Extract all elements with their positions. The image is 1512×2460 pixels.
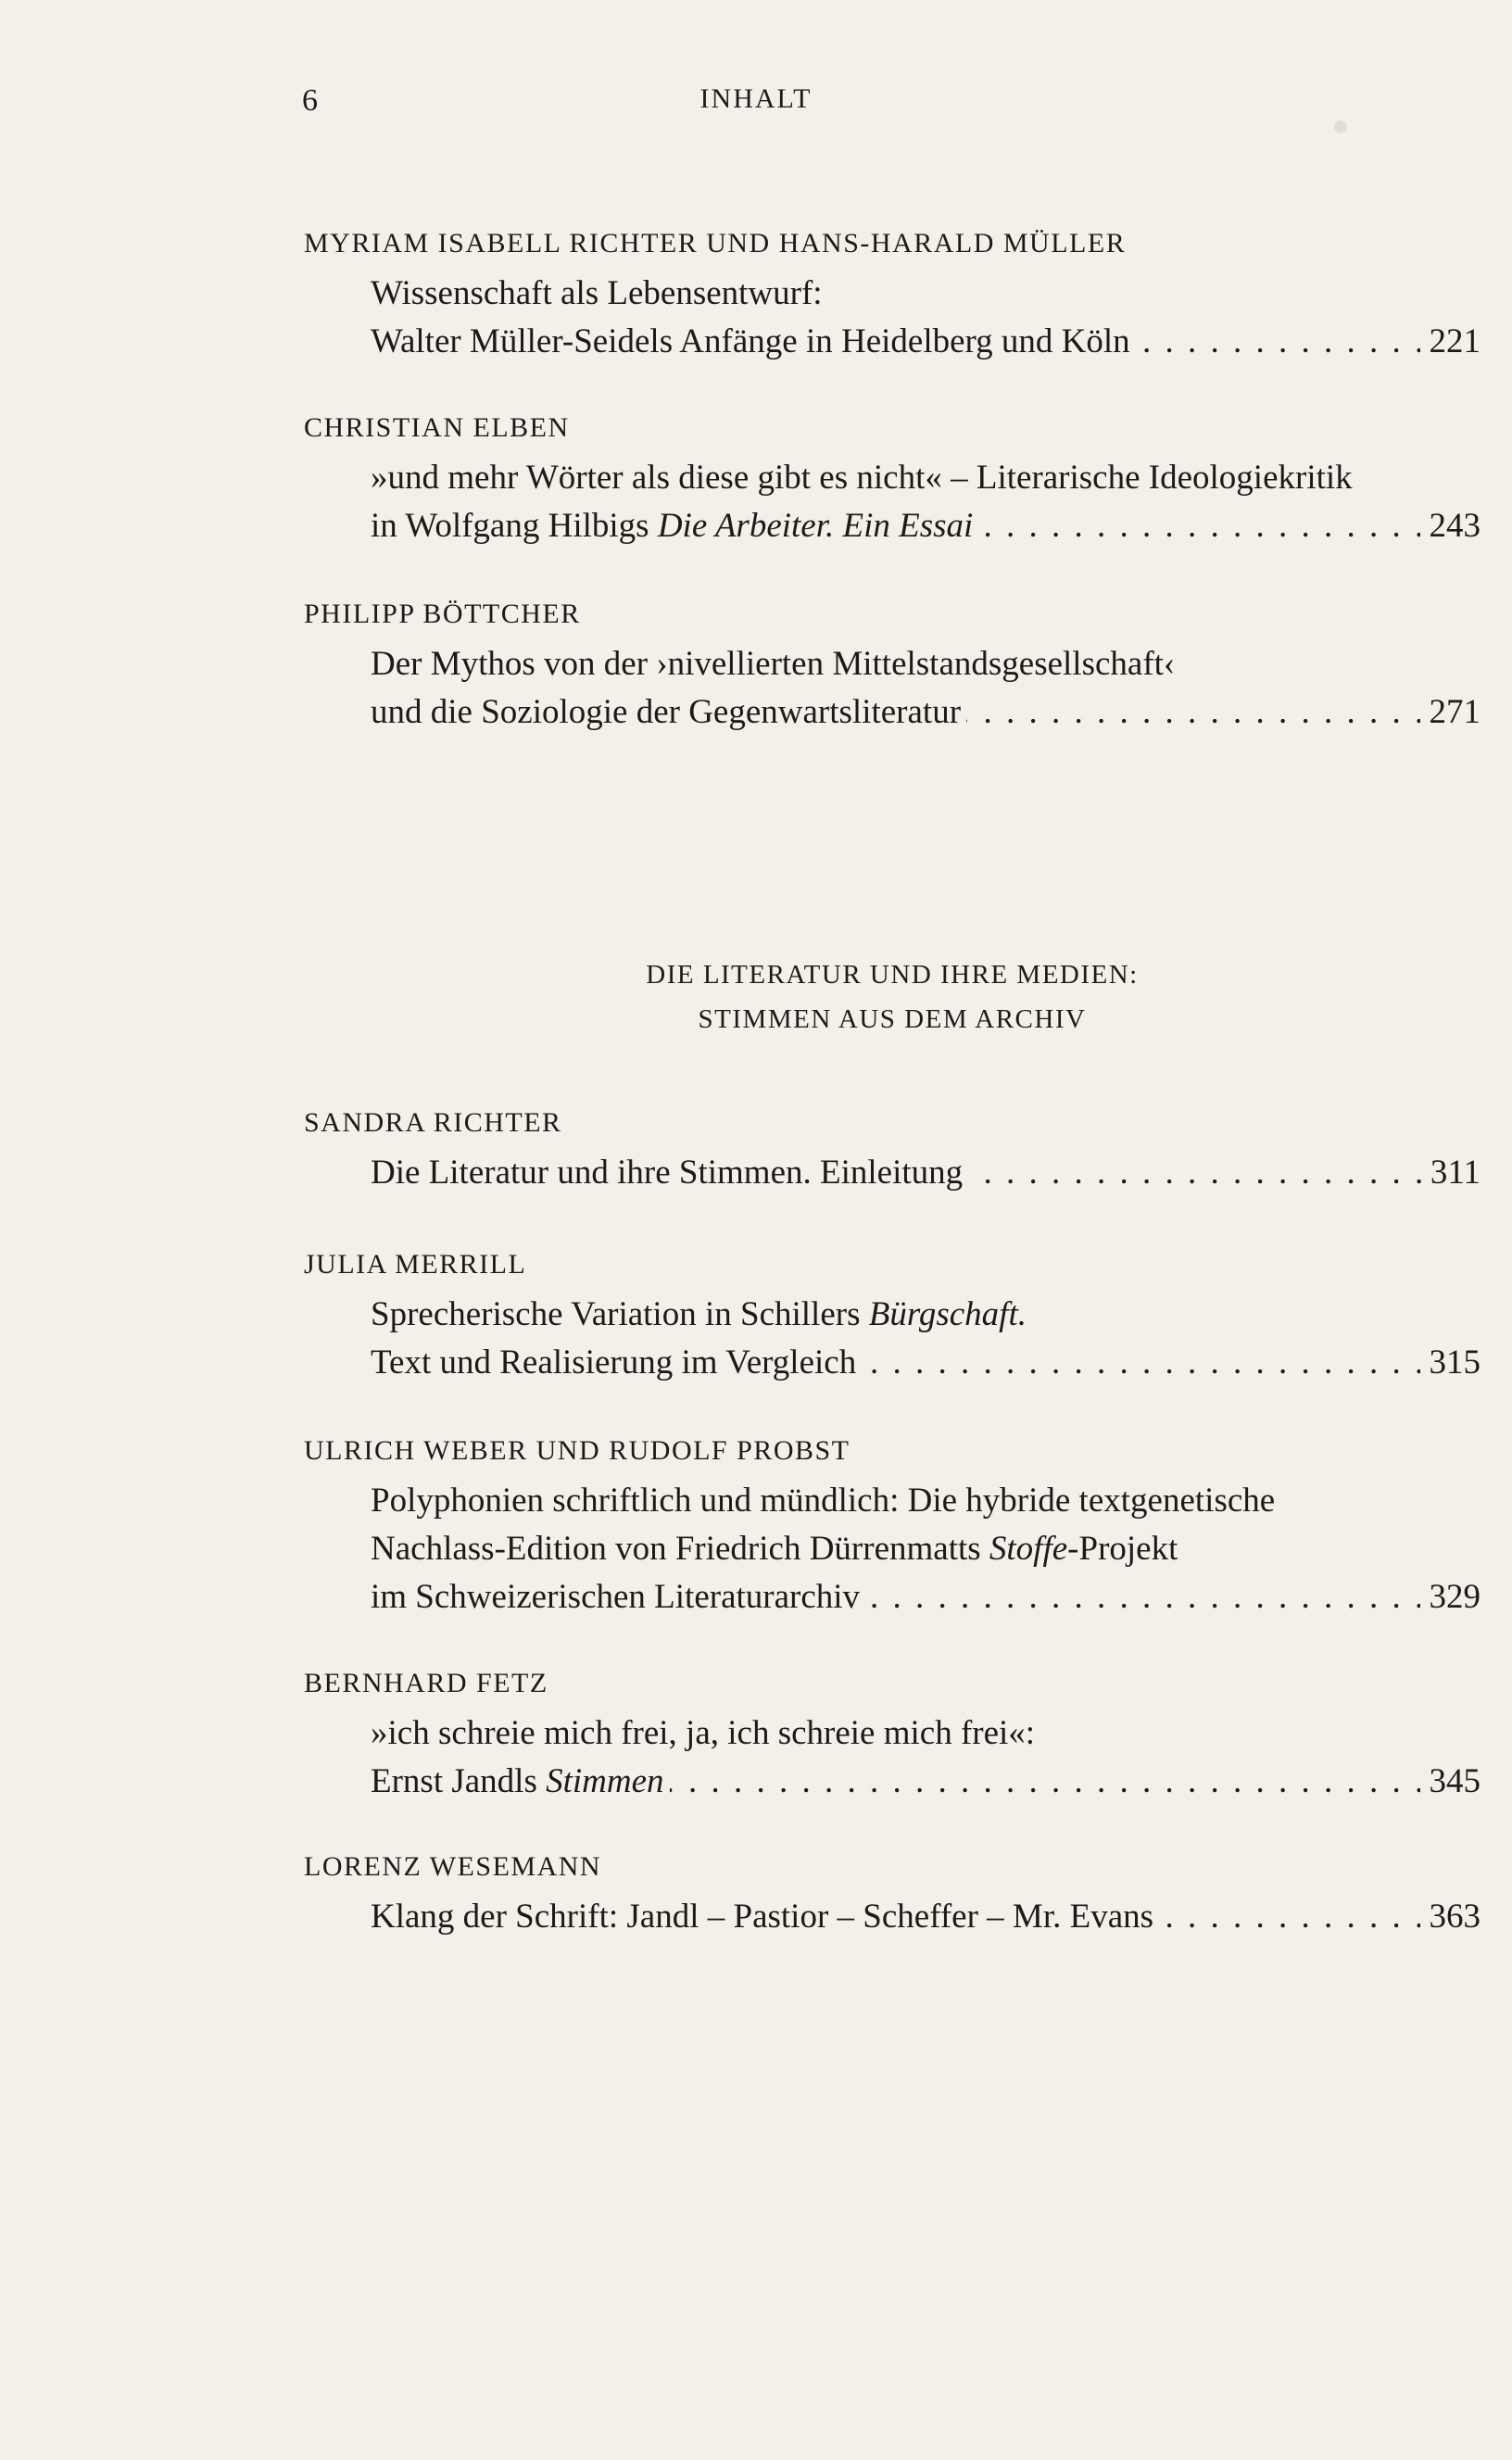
page-header [0,83,1512,120]
toc-entry [304,225,1480,366]
entry-page-number: 345 [1420,1758,1481,1806]
entry-title-line: »und mehr Wörter als diese gibt es nicht« – Literarische Ideologiekritik [371,454,1480,502]
page-number: 6 [302,83,318,118]
entry-page-number: 243 [1420,502,1481,550]
entry-title-line: Walter Müller-Seidels Anfänge in Heidelberg und Köln 221 . . . [371,318,1480,366]
entry-title-mixed: Nachlass-Edition von Friedrich Dürrenmatts Stoffe-Projekt [371,1530,1183,1568]
toc-entry [304,1246,1480,1387]
toc-entry [304,596,1480,737]
entry-title-line: Text und Realisierung im Vergleich 315 . . . [371,1339,1480,1387]
section-heading-line: DIE LITERATUR UND IHRE MEDIEN: [646,960,1139,990]
toc-entry [304,410,1480,550]
entry-page-number: 363 [1420,1893,1481,1941]
entry-title-line: Wissenschaft als Lebensentwurf: [371,270,1480,318]
entry-author: JULIA MERRILL [304,1249,527,1280]
entry-title-line: Die Literatur und ihre Stimmen. Einleitung 311 . . . [371,1149,1480,1197]
show-through-text [815,176,823,210]
entry-title-line: im Schweizerischen Literaturarchiv 329 . . . [371,1573,1480,1621]
entry-author: LORENZ WESEMANN [304,1851,602,1882]
entry-title-line: Der Mythos von der ›nivellierten Mittelstandsgesellschaft‹ [371,640,1480,688]
entry-title-mixed: in Wolfgang Hilbigs Die Arbeiter. Ein Essai [371,507,978,545]
entry-author: CHRISTIAN ELBEN [304,412,570,443]
entry-title-line: und die Soziologie der Gegenwartsliteratur 271 . . . [371,688,1480,737]
entry-author: BERNHARD FETZ [304,1668,548,1698]
entry-title-mixed: Sprecherische Variation in Schillers Bürgschaft. [371,1295,1032,1333]
section-heading [0,952,1512,1041]
entry-title-line [371,1525,1480,1573]
entry-title-line [371,1291,1480,1339]
entry-page-number: 221 [1420,318,1481,366]
toc-entry [304,1104,1480,1197]
toc-entry [304,1848,1480,1941]
entry-author: PHILIPP BÖTTCHER [304,599,581,629]
entry-author: SANDRA RICHTER [304,1107,562,1138]
entry-author: ULRICH WEBER UND RUDOLF PROBST [304,1435,850,1466]
paper-stain [1334,120,1347,133]
entry-title-line: Polyphonien schriftlich und mündlich: Die hybride textgenetische [371,1477,1480,1525]
entry-page-number: 315 [1420,1339,1481,1387]
entry-title-line: Klang der Schrift: Jandl – Pastior – Scheffer – Mr. Evans 363 . . . [371,1893,1480,1941]
running-title: INHALT [699,83,813,114]
entry-author: MYRIAM ISABELL RICHTER UND HANS-HARALD MÜLLER [304,228,1127,259]
entry-title-line [371,502,1480,550]
section-heading-line: STIMMEN AUS DEM ARCHIV [698,1004,1087,1034]
toc-entry [304,1665,1480,1806]
entry-title-mixed: Ernst Jandls Stimmen [371,1762,670,1800]
entry-title-line [371,1758,1480,1806]
entry-page-number: 311 [1421,1149,1480,1197]
entry-page-number: 329 [1420,1573,1481,1621]
toc-entry [304,1432,1480,1621]
entry-title-line: »ich schreie mich frei, ja, ich schreie mich frei«: [371,1709,1480,1758]
entry-page-number: 271 [1420,688,1481,737]
